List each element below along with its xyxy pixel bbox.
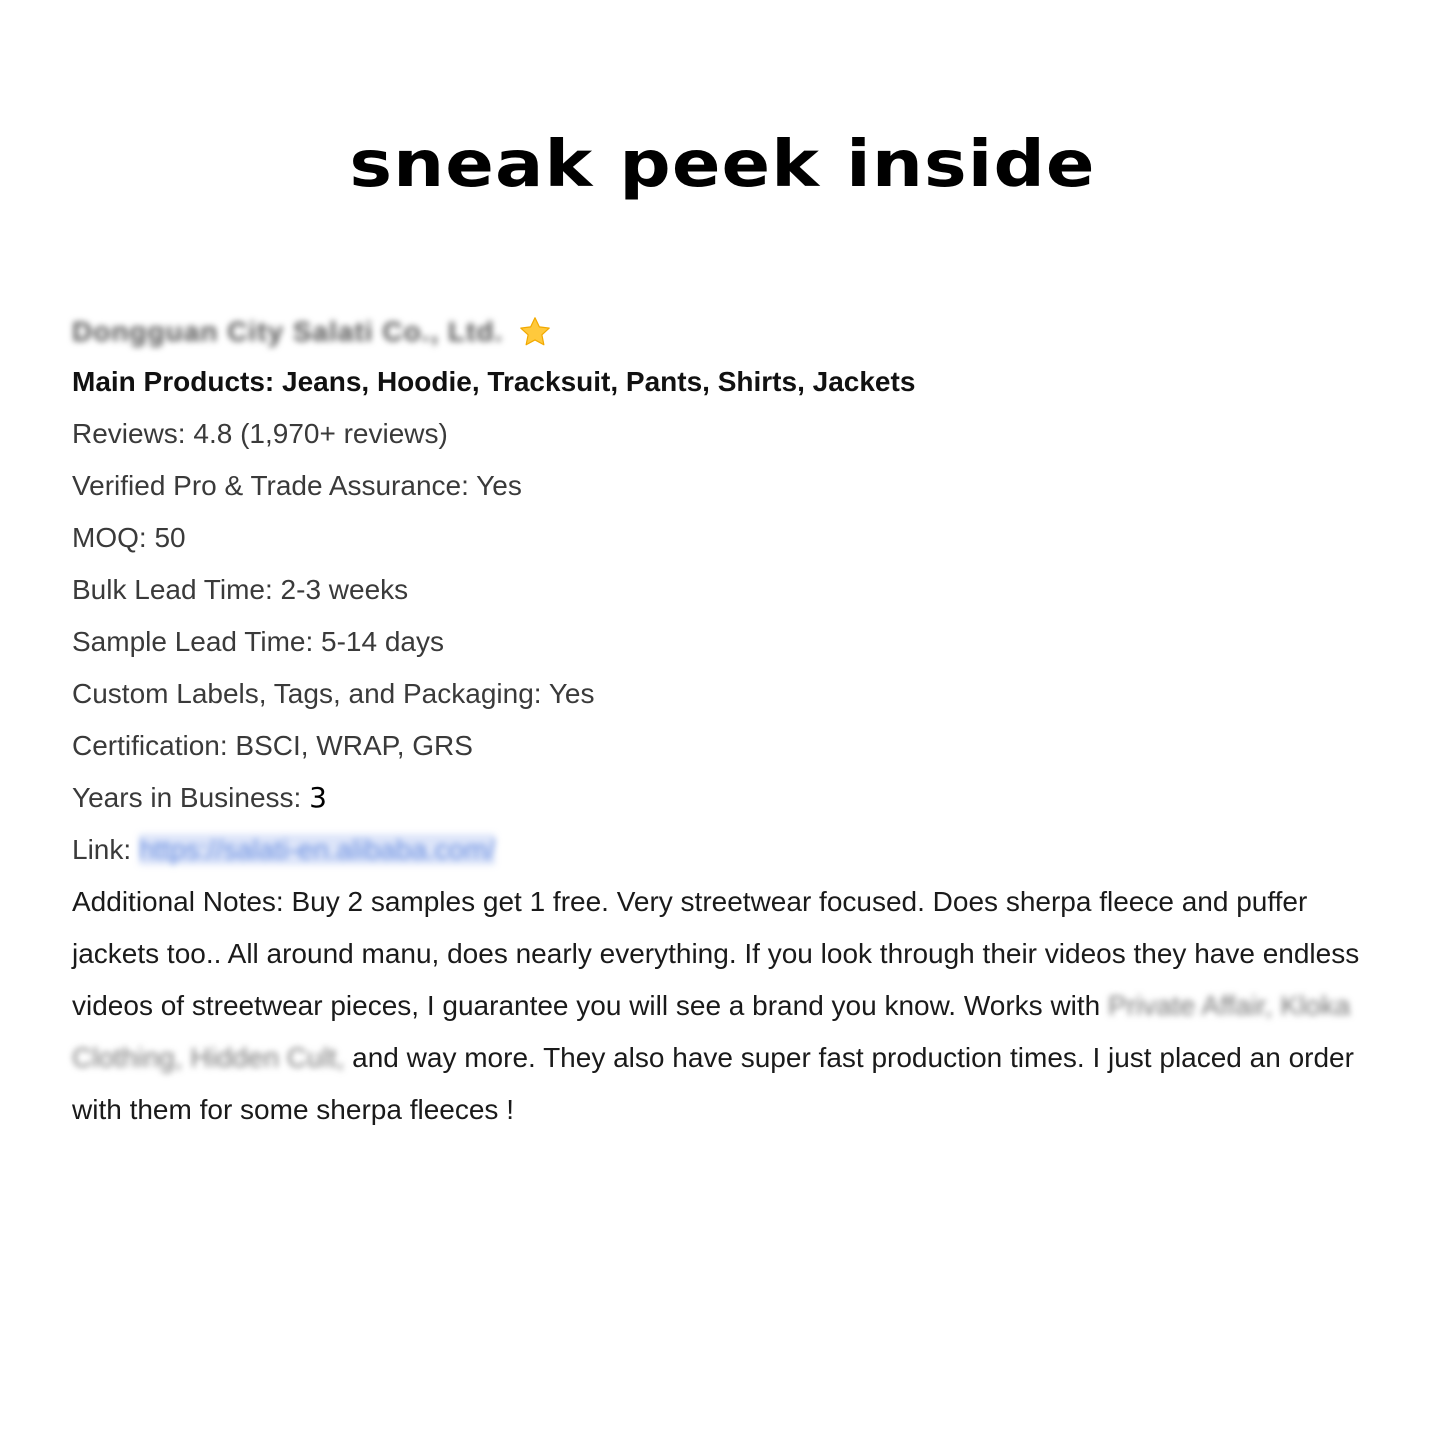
bulk-lead-time: Bulk Lead Time: 2-3 weeks [72, 574, 409, 605]
additional-notes [72, 876, 1382, 1136]
custom-packaging: Custom Labels, Tags, and Packaging: Yes [72, 678, 595, 709]
link-row [72, 824, 1382, 876]
company-row [72, 308, 1382, 356]
supplier-link[interactable]: https://salati-en.alibaba.com/ [138, 834, 496, 865]
star-icon [517, 314, 553, 350]
years-in-business [72, 772, 1382, 824]
supplier-card [72, 308, 1382, 1136]
years-label: Years in Business: [72, 782, 310, 813]
brand-list: Private Affair, Kloka Clothing, Hidden Cult, [72, 990, 1351, 1073]
certification: Certification: BSCI, WRAP, GRS [72, 730, 473, 761]
notes-text-1: Additional Notes: Buy 2 samples get 1 free. Very streetwear focused. Does sherpa fleece and puffer jackets too.. All around manu, does nearly everything. If you look through their videos they have endless videos of streetwear pieces, I guarantee you will see a brand you know. Works with [72, 886, 1360, 1021]
years-value: 3 [309, 781, 327, 814]
company-name: Dongguan City Salati Co., Ltd. [72, 316, 504, 347]
moq: MOQ: 50 [72, 522, 186, 553]
verified-status: Verified Pro & Trade Assurance: Yes [72, 470, 522, 501]
reviews: Reviews: 4.8 (1,970+ reviews) [72, 418, 448, 449]
link-label: Link: [72, 834, 139, 865]
main-products: Main Products: Jeans, Hoodie, Tracksuit, Pants, Shirts, Jackets [72, 366, 916, 397]
sample-lead-time: Sample Lead Time: 5-14 days [72, 626, 444, 657]
notes-text-2: and way more. They also have super fast production times. I just placed an order with them for some sherpa fleeces ! [72, 1042, 1354, 1125]
page-headline: sneak peek inside [349, 128, 1096, 202]
